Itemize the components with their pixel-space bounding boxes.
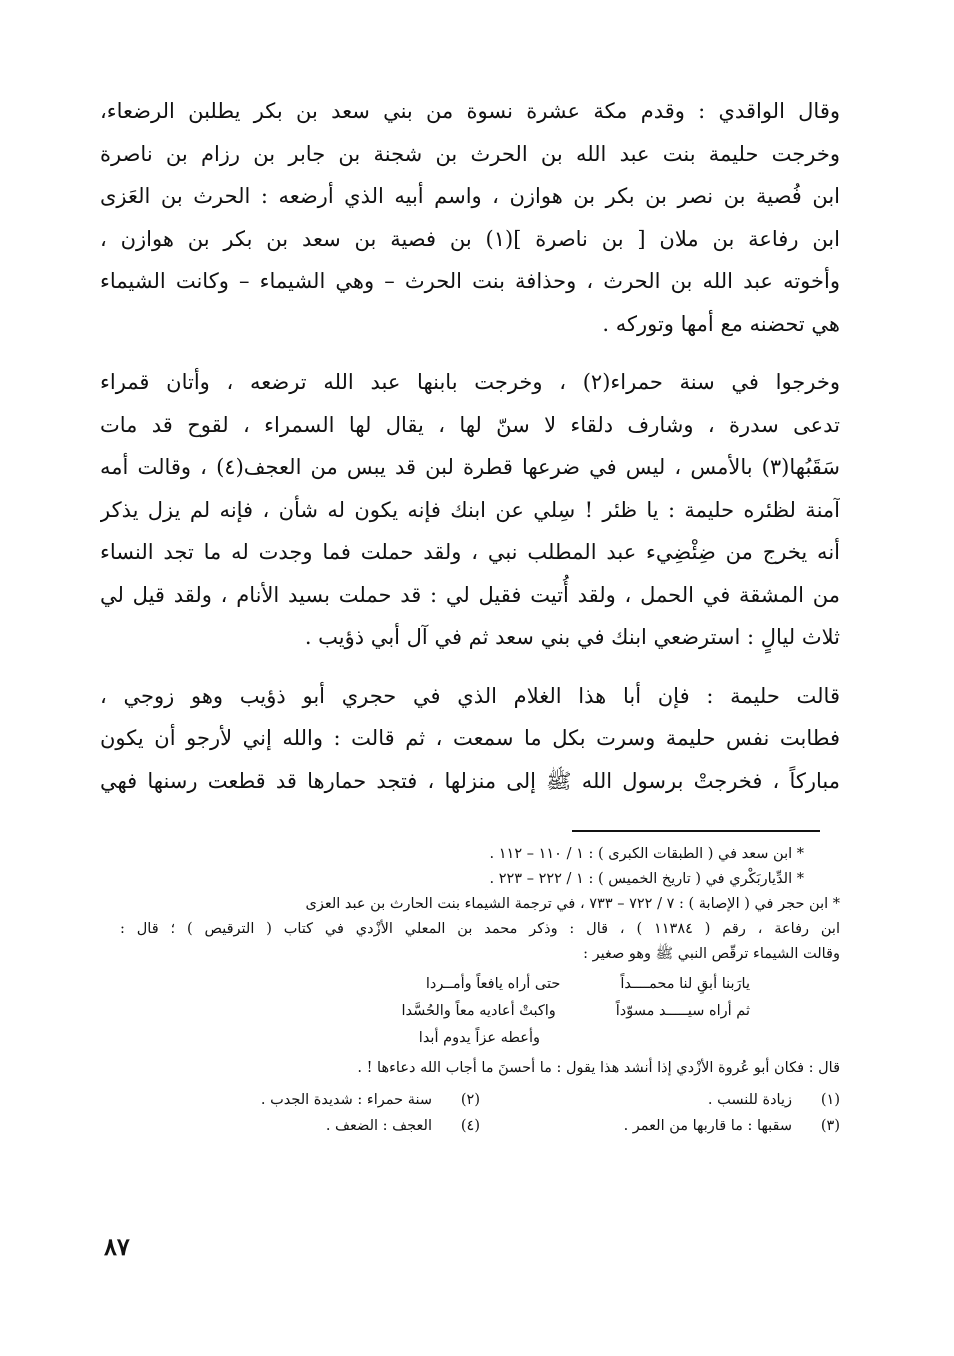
footnote-divider	[572, 830, 820, 832]
text-line: ثلاث ليالٍ : استرضعي ابنك في بني سعد ثم في آل أبي ذؤيب .	[304, 625, 840, 649]
text-line: ابن رفاعة بن ملان [ بن ناصرة ](١) بن فصية بن سعد بن بكر بن هوازن ،	[100, 226, 840, 251]
note	[480, 1113, 840, 1139]
paragraph-3	[100, 675, 840, 803]
note-number: (٢)	[460, 1092, 480, 1108]
poem-verse	[120, 998, 750, 1025]
text-line: قالت حليمة : فإن أبا هذا الغلام الذي في حجري أبو ذؤيب وهو زوجي ،	[100, 683, 840, 708]
source-note: ابن رفاعة ، رقم ( ١١٣٨٤ ) ، قال : وذكر محمد بن المعلي الأزْدي في كتاب ( الترقيص ) ؛ قال :	[120, 921, 840, 937]
poem-hemistich: حتى أراه يافعاً وأمــردا	[425, 976, 561, 992]
note	[480, 1087, 840, 1113]
paragraph-1	[100, 90, 840, 345]
text-line: وأخوته عبد الله بن الحرث ، وحذافة بنت الحرث – وهي الشيماء – وكانت الشيماء	[100, 269, 840, 293]
poem	[120, 971, 840, 1052]
poem-verse	[120, 971, 750, 998]
poem-hemistich: يارَبنا أبقِ لنا محمــــداً	[620, 976, 750, 992]
page-number: ٨٧	[104, 1232, 130, 1261]
text-line: فطابت نفس حليمة وسرت بكل ما سمعت ، ثم قالت : والله إني لأرجو أن يكون	[100, 726, 840, 750]
note-row	[120, 1113, 840, 1139]
text-line: وقال الواقدي : وقدم مكة عشرة نسوة من بني سعد بن بكر يطلبن الرضعاء،	[100, 99, 840, 123]
source-note: * الدِّياربَكْري في ( تاريخ الخميس ) : ١ / ٢٢٢ – ٢٢٣ .	[489, 871, 804, 887]
text-line: وخرجوا في سنة حمراء(٢) ، وخرجت بابنها عبد الله ترضعه ، وأتان قمراء	[100, 370, 840, 394]
poem-final-line: وأعطه عزاً يدوم أبدا	[418, 1030, 540, 1046]
source-note: * ابن حجر في ( الإصابة ) : ٧ / ٧٢٢ – ٧٣٣ ، في ترجمة الشيماء بنت الحارث بن عبد العزى	[305, 896, 840, 912]
paragraph-2	[100, 361, 840, 659]
note	[120, 1087, 480, 1113]
poem-hemistich: واكبتْ أعاديه معاً والحُسَّدا	[401, 1003, 556, 1019]
note-number: (٣)	[820, 1118, 840, 1134]
text-line: آمنة لظئره حليمة : يا ظئر ! سِلي عن ابنك فإنه يكون له شأن ، فإنه لم يزل يذكر	[100, 497, 840, 522]
numbered-notes	[120, 1087, 840, 1139]
note-text: سقبها : ما قاربها من العمر .	[623, 1118, 792, 1134]
note	[120, 1113, 480, 1139]
note-text: العجف : الضعف .	[325, 1118, 432, 1134]
closing-note: قال : فكان أبو عُروة الأزْدي إذا أنشد هذا يقول : ما أحسنَ ما أجاب الله دعاءها ! .	[357, 1060, 840, 1076]
text-line: سَقَبُها(٣) بالأمس ، ليس في ضرعها قطرة لبن قد يبس من العجف(٤) ، وقالت أمه	[100, 455, 840, 479]
note-row	[120, 1087, 840, 1113]
poem-hemistich: ثم أراه سيـــــد مسوّداً	[615, 1003, 750, 1019]
text-line: وخرجت حليمة بنت عبد الله بن الحرث بن شجنة بن جابر بن رزام بن ناصرة	[100, 141, 840, 166]
footnotes	[120, 842, 840, 1139]
note-text: زيادة للنسب .	[707, 1092, 792, 1108]
source-note: وقالت الشيماء ترقّص النبي ﷺ وهو صغير :	[583, 946, 840, 962]
source-note: * ابن سعد في ( الطبقات الكبرى ) : ١ / ١١٠ – ١١٢ .	[489, 846, 804, 862]
note-number: (٤)	[460, 1118, 480, 1134]
text-line: من المشقة في الحمل ، ولقد أُتيت فقيل لي : قد حملت بسيد الأنام ، ولقد قيل لي	[100, 582, 840, 607]
text-line: مباركاً ، فخرجتْ برسول الله ﷺ إلى منزلها ، فتجد حمارها قد قطعت رسنها فهي	[100, 768, 840, 793]
text-line: هي تحضنه مع أمها وتوركه .	[602, 311, 840, 336]
text-line: ابن فُصية بن نصر بن بكر بن هوازن ، واسم أبيه الذي أرضعه : الحرث بن العَزى	[100, 184, 840, 208]
main-text	[100, 90, 840, 818]
text-line: تدعى سدرة ، وشارف دلقاء لا سنّ لها ، يقال لها السمراء ، لقوح قد مات	[100, 412, 840, 437]
note-text: سنة حمراء : شديدة الجدب .	[260, 1092, 432, 1108]
note-number: (١)	[820, 1092, 840, 1108]
text-line: أنه يخرج من ضِئْضِيء عبد المطلب نبي ، ولقد حملت فما وجدت له ما تجد النساء	[100, 540, 840, 564]
